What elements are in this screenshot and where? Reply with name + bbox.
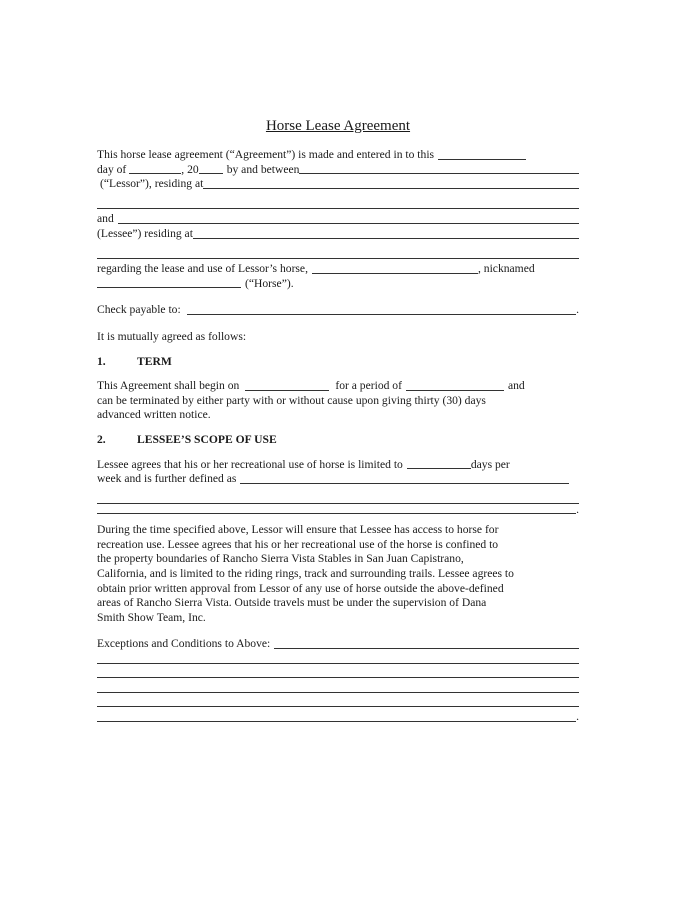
- check-payable-blank[interactable]: [187, 304, 576, 315]
- intro-text: This horse lease agreement (“Agreement”) is made and entered in to this: [97, 148, 435, 161]
- scope-defined-label: week and is further defined as: [97, 472, 237, 486]
- month-blank[interactable]: [129, 163, 181, 174]
- scope-line-2: [97, 472, 579, 487]
- scope-definition-blank[interactable]: [240, 473, 569, 484]
- nicknamed-label: , nicknamed: [477, 262, 535, 276]
- period-mark: .: [576, 303, 579, 317]
- term-period-blank[interactable]: [406, 380, 504, 391]
- check-payable-label: Check payable to:: [97, 303, 181, 317]
- document-title: Horse Lease Agreement: [265, 118, 411, 134]
- intro-line-4: [97, 212, 579, 227]
- section-scope-heading: [97, 433, 579, 448]
- mutual-agreement-text: It is mutually agreed as follows:: [97, 329, 247, 343]
- horse-nickname-blank[interactable]: [97, 277, 241, 288]
- lessee-name-blank[interactable]: [118, 213, 579, 224]
- lessee-address-blank[interactable]: [193, 228, 579, 239]
- paragraph-line: areas of Rancho Sierra Vista. Outside travels must be under the supervision of Dana: [97, 596, 487, 610]
- period-mark: .: [576, 502, 579, 516]
- scope-limit-label: Lessee agrees that his or her recreational use of horse is limited to: [97, 457, 403, 471]
- paragraph-line: obtain prior written approval from Lessor of any use of horse outside the above-defined: [97, 581, 504, 595]
- term-line-1: [97, 379, 579, 394]
- check-payable-row: [97, 303, 579, 318]
- scope-definition-line-2[interactable]: [97, 493, 579, 508]
- horse-name-blank[interactable]: [312, 263, 478, 274]
- horse-label: (“Horse”).: [245, 276, 294, 290]
- section-term-heading: [97, 355, 579, 370]
- paragraph-line: California, and is limited to the riding rings, track and surrounding trails. Lessee agrees to: [97, 567, 514, 581]
- term-line-2: can be terminated by either party with or without cause upon giving thirty (30) days: [97, 393, 486, 407]
- paragraph-line: recreation use. Lessee agrees that his or her recreational use of the horse is confined to: [97, 537, 499, 551]
- intro-line-6: [97, 262, 579, 277]
- scope-definition-line-3-row: [97, 502, 579, 517]
- year-prefix-label: , 20: [181, 162, 199, 176]
- lessor-address-blank[interactable]: [203, 178, 579, 189]
- term-begin-label: This Agreement shall begin on: [97, 379, 240, 393]
- exceptions-blank[interactable]: [274, 638, 579, 649]
- lessor-address-line-2[interactable]: [97, 198, 579, 213]
- party-blank[interactable]: [299, 163, 579, 174]
- intro-line-2: [97, 163, 579, 178]
- lessee-address-line-2[interactable]: [97, 248, 579, 263]
- intro-line-7: [97, 277, 579, 292]
- term-period-label: for a period of: [335, 379, 402, 393]
- intro-line-1: [97, 148, 579, 163]
- exceptions-line-6-row: [97, 710, 579, 725]
- day-of-label: day of: [97, 162, 127, 176]
- exceptions-line-2[interactable]: [97, 652, 579, 667]
- scope-line-1: [97, 458, 579, 473]
- intro-line-5: [97, 227, 579, 242]
- horse-use-label: regarding the lease and use of Lessor’s horse,: [97, 262, 308, 276]
- section-title: LESSEE’S SCOPE OF USE: [137, 432, 277, 446]
- during-paragraph: [97, 523, 579, 625]
- term-and-label: and: [507, 379, 525, 393]
- intro-line-3: [97, 177, 579, 192]
- paragraph-line: During the time specified above, Lessor will ensure that Lessee has access to horse for: [97, 523, 499, 537]
- and-label: and: [97, 212, 114, 226]
- paragraph-line: the property boundaries of Rancho Sierra Vista Stables in San Juan Capistrano,: [97, 552, 464, 566]
- days-per-label: days per: [470, 457, 510, 471]
- by-and-between-label: by and between: [226, 162, 300, 176]
- days-per-week-blank[interactable]: [407, 458, 471, 469]
- year-blank[interactable]: [199, 163, 223, 174]
- section-number: 2.: [97, 432, 106, 446]
- date-day-blank[interactable]: [438, 149, 526, 160]
- exceptions-label: Exceptions and Conditions to Above:: [97, 637, 271, 651]
- lessor-residing-label: (“Lessor”), residing at: [100, 177, 204, 191]
- exceptions-line-4[interactable]: [97, 681, 579, 696]
- exceptions-row: [97, 637, 579, 652]
- lessee-residing-label: (Lessee”) residing at: [97, 226, 193, 240]
- exceptions-line-3[interactable]: [97, 667, 579, 682]
- term-start-blank[interactable]: [245, 380, 329, 391]
- period-mark: .: [576, 710, 579, 724]
- section-title: TERM: [137, 354, 172, 368]
- term-line-3: advanced written notice.: [97, 408, 211, 422]
- exceptions-line-6[interactable]: [97, 711, 576, 722]
- exceptions-line-5[interactable]: [97, 696, 579, 711]
- paragraph-line: Smith Show Team, Inc.: [97, 610, 206, 624]
- section-number: 1.: [97, 354, 106, 368]
